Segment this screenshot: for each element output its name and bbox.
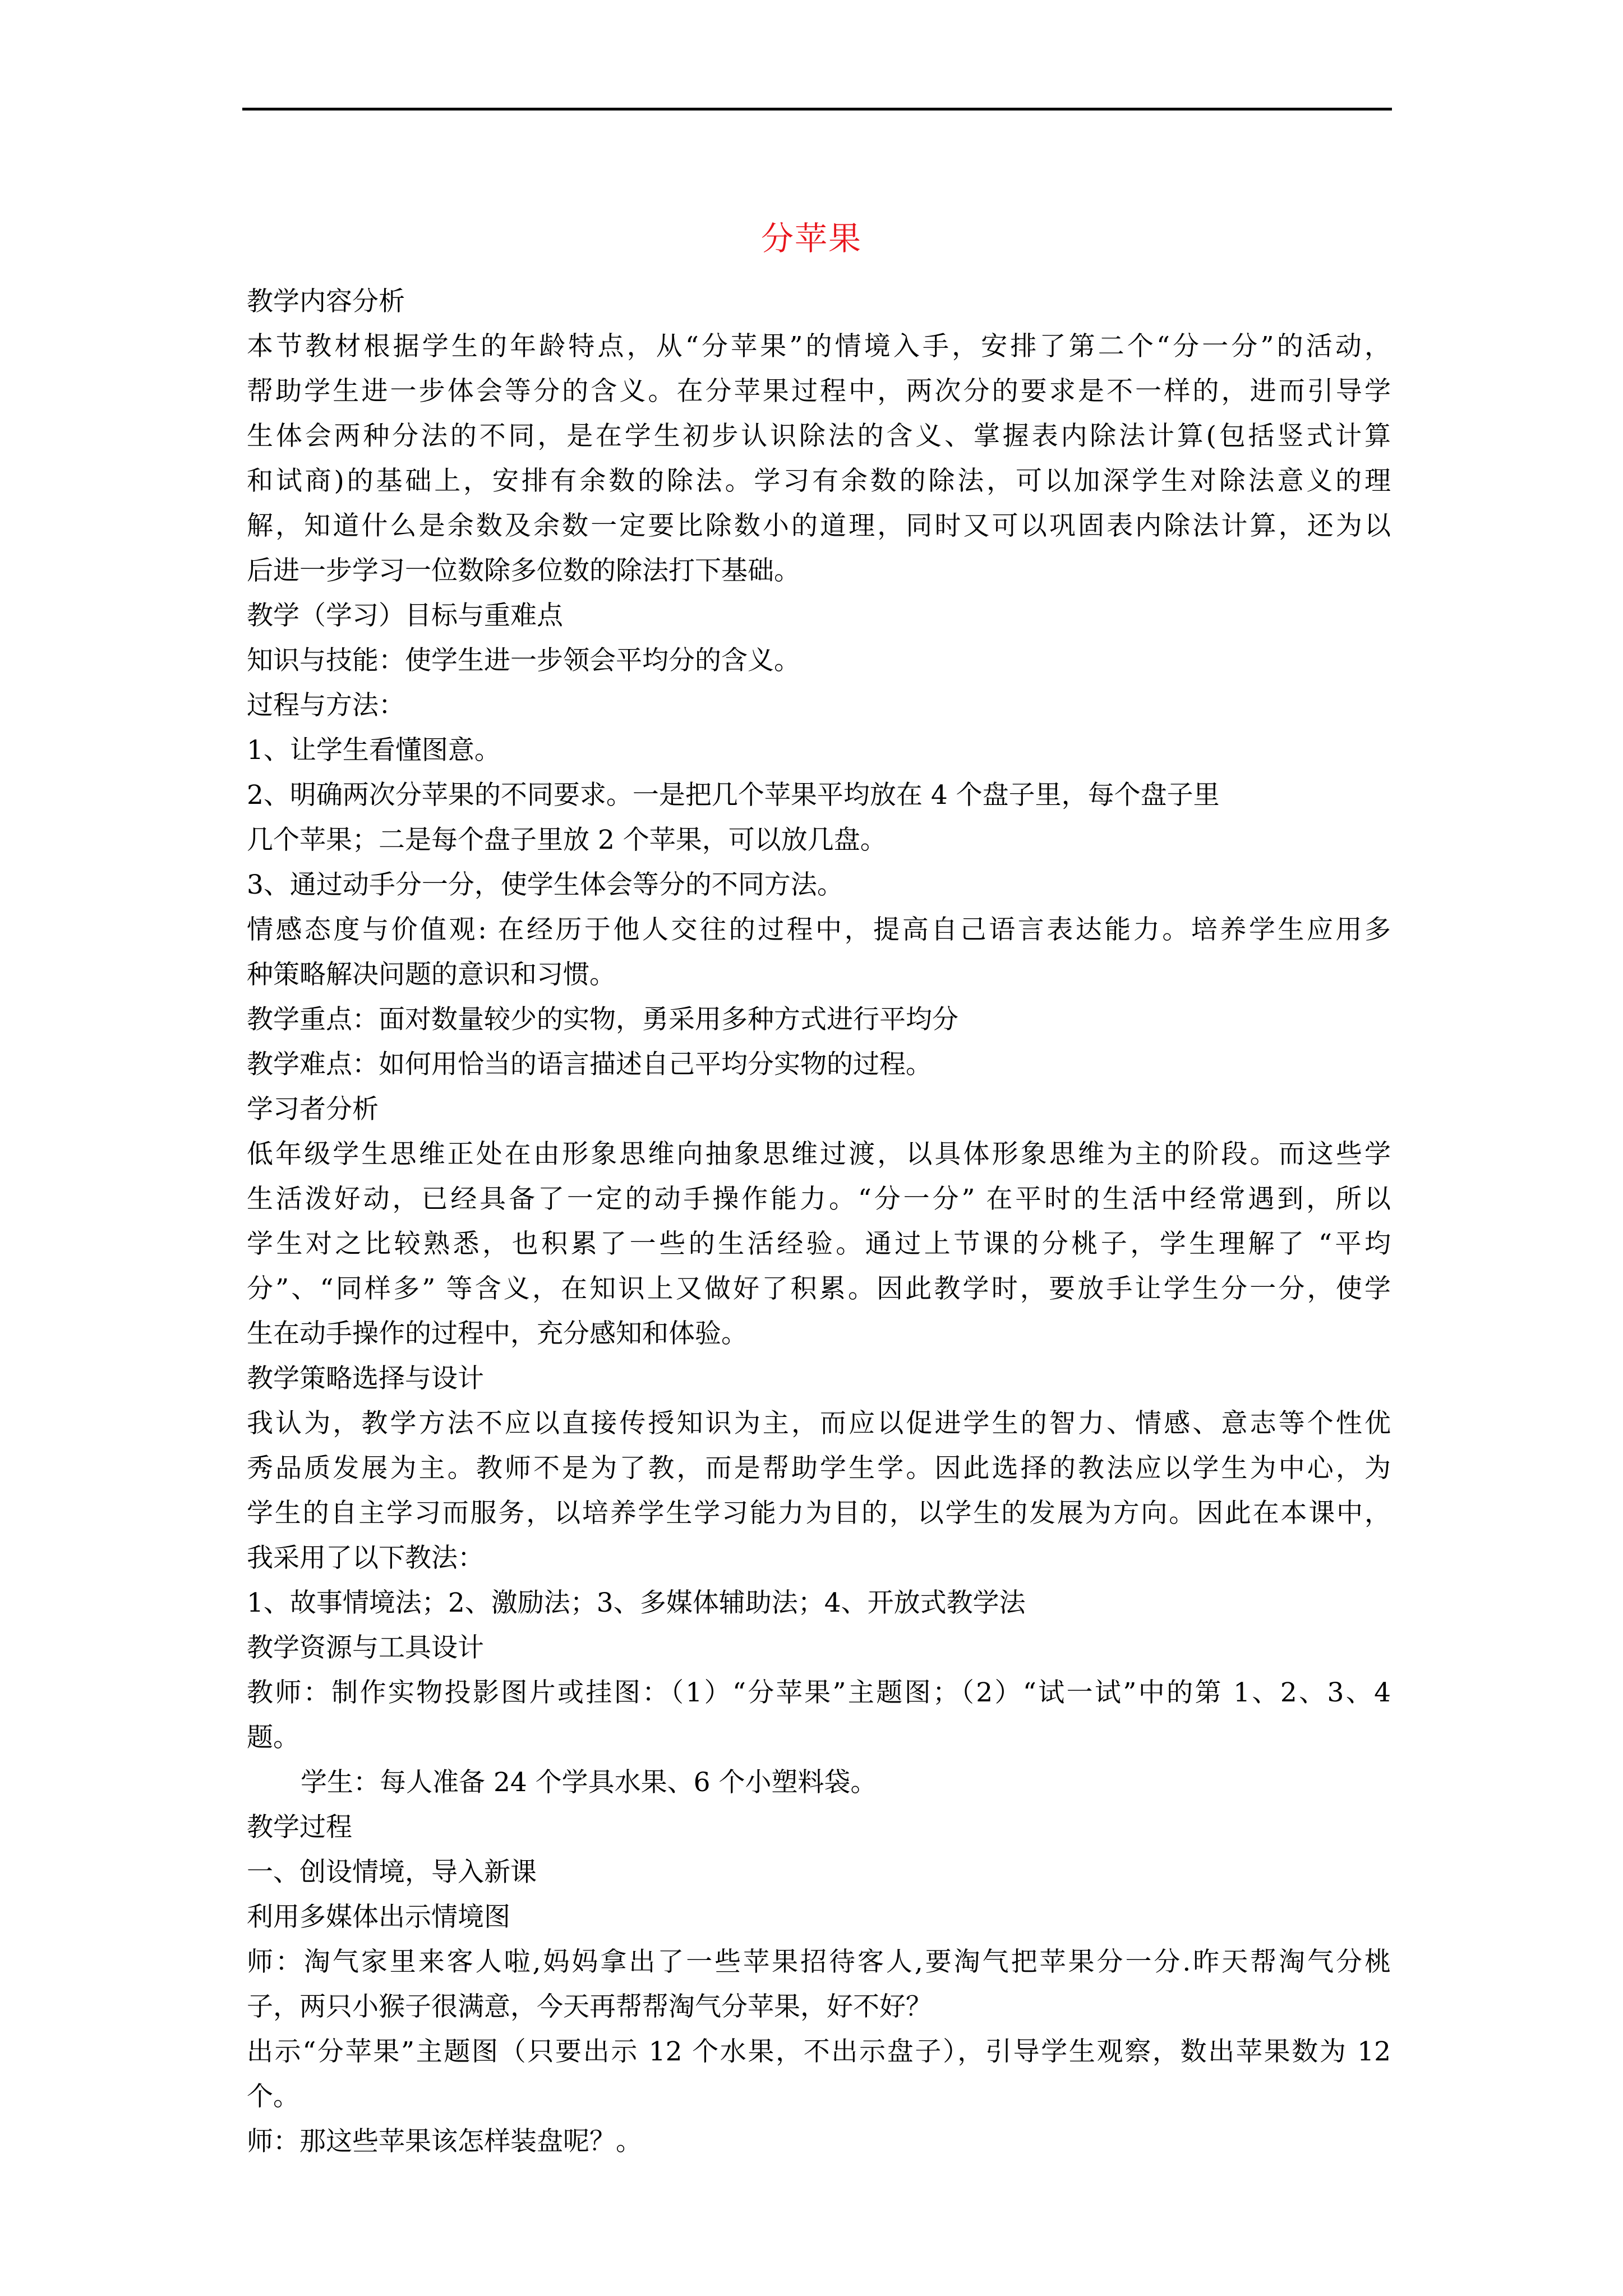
text-line: 教学（学习）目标与重难点 bbox=[247, 600, 563, 631]
text-line: 1、让学生看懂图意。 bbox=[247, 735, 501, 766]
text-line: 出示“分苹果”主题图（只要出示 12 个水果，不出示盘子），引导学生观察，数出苹果数为 12 bbox=[247, 2036, 1391, 2067]
text-line: 低年级学生思维正处在由形象思维向抽象思维过渡，以具体形象思维为主的阶段。而这些学 bbox=[247, 1139, 1391, 1170]
text-line: 几个苹果；二是每个盘子里放 2 个苹果，可以放几盘。 bbox=[247, 825, 887, 855]
text-line: 学生对之比较熟悉，也积累了一些的生活经验。通过上节课的分桃子，学生理解了 “平均 bbox=[247, 1228, 1391, 1259]
text-line: 学生：每人准备 24 个学具水果、6 个小塑料袋。 bbox=[301, 1767, 877, 1798]
text-line: 生在动手操作的过程中，充分感知和体验。 bbox=[247, 1318, 748, 1349]
text-line: 学生的自主学习而服务，以培养学生学习能力为目的，以学生的发展为方向。因此在本课中， bbox=[247, 1498, 1391, 1529]
text-line: 教学难点：如何用恰当的语言描述自己平均分实物的过程。 bbox=[247, 1049, 932, 1080]
text-line: 个。 bbox=[247, 2081, 299, 2112]
text-line: 知识与技能：使学生进一步领会平均分的含义。 bbox=[247, 645, 800, 676]
text-line: 教学内容分析 bbox=[247, 286, 405, 317]
text-line: 分”、“同样多” 等含义，在知识上又做好了积累。因此教学时，要放手让学生分一分，使学 bbox=[247, 1273, 1391, 1304]
text-line: 我认为，教学方法不应以直接传授知识为主，而应以促进学生的智力、情感、意志等个性优 bbox=[247, 1408, 1391, 1439]
text-line: 1、故事情境法；2、激励法；3、多媒体辅助法；4、开放式教学法 bbox=[247, 1588, 1026, 1618]
text-line: 解，知道什么是余数及余数一定要比除数小的道理，同时又可以巩固表内除法计算，还为以 bbox=[247, 510, 1391, 541]
text-line: 教学策略选择与设计 bbox=[247, 1363, 484, 1394]
text-line: 我采用了以下教法： bbox=[247, 1543, 484, 1573]
document-title: 分苹果 bbox=[760, 219, 862, 257]
text-line: 师：淘气家里来客人啦,妈妈拿出了一些苹果招待客人,要淘气把苹果分一分.昨天帮淘气分桃 bbox=[247, 1947, 1391, 1977]
text-line: 教学重点：面对数量较少的实物，勇采用多种方式进行平均分 bbox=[247, 1004, 958, 1035]
text-line: 子，两只小猴子很满意，今天再帮帮淘气分苹果，好不好？ bbox=[247, 1991, 932, 2022]
text-line: 利用多媒体出示情境图 bbox=[247, 1902, 510, 1932]
text-line: 2、明确两次分苹果的不同要求。一是把几个苹果平均放在 4 个盘子里，每个盘子里 bbox=[247, 780, 1220, 811]
text-line: 3、通过动手分一分，使学生体会等分的不同方法。 bbox=[247, 869, 843, 900]
text-line: 后进一步学习一位数除多位数的除法打下基础。 bbox=[247, 555, 800, 586]
text-line: 种策略解决问题的意识和习惯。 bbox=[247, 959, 616, 990]
text-line: 和试商)的基础上，安排有余数的除法。学习有余数的除法，可以加深学生对除法意义的理 bbox=[247, 466, 1391, 496]
text-line: 情感态度与价值观: 在经历于他人交往的过程中，提高自己语言表达能力。培养学生应用多 bbox=[247, 914, 1391, 945]
text-line: 帮助学生进一步体会等分的含义。在分苹果过程中，两次分的要求是不一样的，进而引导学 bbox=[247, 376, 1391, 407]
text-line: 生体会两种分法的不同，是在学生初步认识除法的含义、掌握表内除法计算(包括竖式计算 bbox=[247, 421, 1391, 452]
text-line: 教学过程 bbox=[247, 1812, 352, 1843]
text-line: 生活泼好动，已经具备了一定的动手操作能力。“分一分” 在平时的生活中经常遇到，所以 bbox=[247, 1184, 1391, 1214]
text-line: 秀品质发展为主。教师不是为了教，而是帮助学生学。因此选择的教法应以学生为中心，为 bbox=[247, 1453, 1391, 1484]
text-line: 师：那这些苹果该怎样装盘呢？。 bbox=[247, 2126, 642, 2157]
text-line: 过程与方法： bbox=[247, 690, 405, 721]
text-line: 一、创设情境，导入新课 bbox=[247, 1857, 537, 1888]
document-body bbox=[247, 279, 1391, 2164]
header-rule bbox=[242, 108, 1392, 111]
text-line: 学习者分析 bbox=[247, 1094, 379, 1125]
text-line: 题。 bbox=[247, 1722, 299, 1753]
text-line: 教学资源与工具设计 bbox=[247, 1632, 484, 1663]
text-line: 本节教材根据学生的年龄特点，从“分苹果”的情境入手，安排了第二个“分一分”的活动， bbox=[247, 331, 1391, 362]
text-line: 教师：制作实物投影图片或挂图：（1）“分苹果”主题图；（2）“试一试”中的第 1、2、3、4 bbox=[247, 1677, 1391, 1708]
